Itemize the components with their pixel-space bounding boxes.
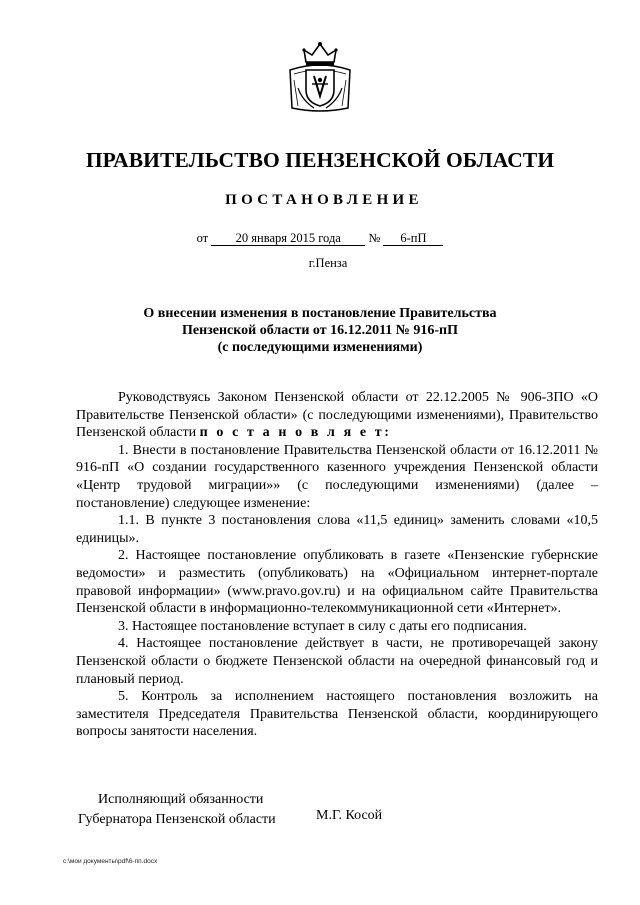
document-body [76, 389, 598, 741]
decree-word: п о с т а н о в л я е т: [199, 425, 392, 441]
paragraph-1-1: 1.1. В пункте 3 постановления слова «11,5 единиц» заменить словами «10,5 единицы». [76, 513, 598, 546]
paragraph-4: 4. Настоящее постановление действует в части, не противоречащей закону Пензенской области о бюджете Пензенской области на очередной финансовый год и плановый период. [76, 636, 598, 687]
file-path: c:\мои документы\pdf\6-пп.docx [63, 858, 158, 865]
document-date: 20 января 2015 года [211, 231, 365, 246]
date-number-line [0, 231, 640, 246]
paragraph-3: 3. Настоящее постановление вступает в силу с даты его подписания. [118, 618, 527, 634]
date-prefix: от [196, 231, 209, 245]
paragraph-1: 1. Внести в постановление Правительства Пензенской области от 16.12.2011 № 916-пП «О создании государственного казенного учреждения Пензенской области «Центр трудовой миграции»» (с последующими изменениями) (далее – постановление) следующее изменение: [76, 442, 598, 511]
preamble-text: Руководствуясь Законом Пензенской области от 22.12.2005 № 906-ЗПО «О Правительстве Пензенской области» (с последующими изменениями), Правительство Пензенской области [76, 390, 598, 441]
paragraph-5: 5. Контроль за исполнением настоящего постановления возложить на заместителя Председателя Правительства Пензенской области, координирующего вопросы занятости населения. [76, 689, 598, 740]
preamble-paragraph [76, 389, 598, 442]
signatory-name: М.Г. Косой [316, 808, 383, 823]
penza-coat-of-arms-icon [284, 40, 356, 114]
document-number: 6-пП [383, 231, 443, 246]
subject-line: (с последующими изменениями) [217, 340, 423, 355]
paragraph-2: 2. Настоящее постановление опубликовать в газете «Пензенские губернские ведомости» и разместить (опубликовать) на «Официальном интернет-портале правовой информации» (www.pravo.gov.ru) и на официальном сайте Правительства Пензенской области в информационно-телекоммуникационной сети «Интернет». [76, 548, 598, 617]
signatory-position-line: Губернатора Пензенской области [78, 812, 276, 827]
number-prefix: № [368, 231, 381, 245]
signatory-position-line: Исполняющий обязанности [98, 792, 264, 807]
document-subject [0, 305, 640, 356]
subject-line: Пензенской области от 16.12.2011 № 916-пП [181, 323, 458, 338]
subject-line: О внесении изменения в постановление Правительства [143, 306, 497, 321]
document-type: ПОСТАНОВЛЕНИЕ [225, 192, 423, 208]
organization-title: ПРАВИТЕЛЬСТВО ПЕНЗЕНСКОЙ ОБЛАСТИ [85, 148, 555, 172]
city: г.Пенза [308, 256, 348, 270]
